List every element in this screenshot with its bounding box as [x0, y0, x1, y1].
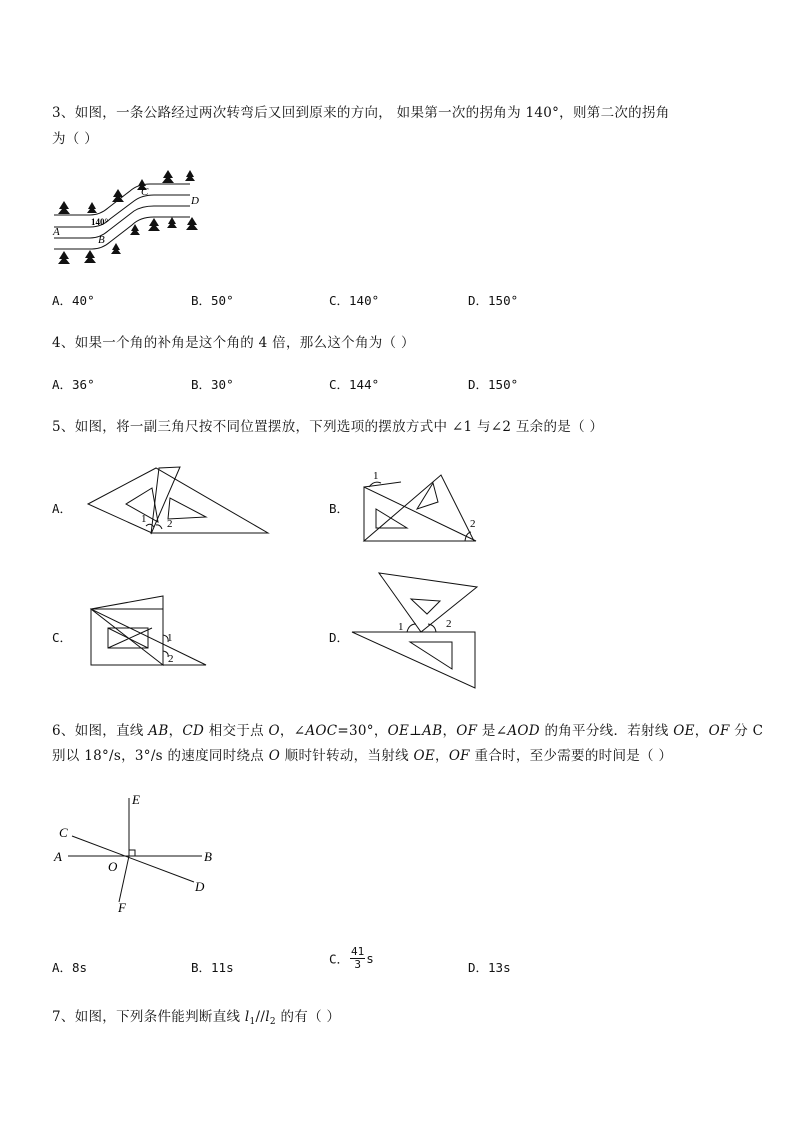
q3-stem-line2: 为（ ）	[52, 131, 98, 147]
q5-figure-d[interactable]	[352, 572, 480, 690]
q3-label-d: D	[191, 195, 199, 207]
q3-option-a[interactable]: A．40°	[52, 293, 95, 308]
q6-label-b: B	[204, 849, 212, 864]
q6-label-e: E	[132, 792, 140, 807]
q5-a-angle-2: 2	[167, 518, 173, 530]
q6-lines-figure	[52, 790, 222, 918]
q5-option-d[interactable]: D．	[329, 630, 350, 645]
q6-label-a: A	[54, 849, 62, 864]
q6-option-c-fraction: $\frac{41}{3}$	[351, 945, 365, 971]
q5-c-angle-2: 2	[168, 653, 174, 665]
q5-d-angle-1: 1	[398, 621, 404, 633]
q6-option-c[interactable]: C． $\frac{41}{3}$ s	[329, 945, 374, 971]
q7-stem: 7、如图，下列条件能判断直线 $l_1//l_2$ 的有（ ）	[52, 1009, 341, 1027]
q5-figure-b[interactable]	[363, 465, 481, 545]
q6-stem-line2: 别以 18°/s，3°/s 的速度同时绕点 O 顺时针转动，当射线 OE，OF 重合时，至少需要的时间是（ ）	[52, 748, 673, 764]
q5-stem: 5、如图，将一副三角尺按不同位置摆放，下列选项的摆放方式中 ∠1 与∠2 互余的是（ ）	[52, 419, 604, 435]
q6-label-o: O	[108, 859, 118, 874]
q4-option-c[interactable]: C．144°	[329, 377, 380, 392]
q5-b-angle-1: 1	[373, 470, 379, 482]
q6-option-a[interactable]: A．8s	[52, 960, 88, 975]
q5-option-a[interactable]: A．	[52, 501, 73, 516]
q6-option-b[interactable]: B．11s	[191, 960, 234, 975]
q3-road-figure	[50, 165, 210, 267]
q6-label-d: D	[195, 879, 205, 894]
q3-label-a: A	[53, 226, 60, 238]
q5-c-angle-1: 1	[167, 632, 173, 644]
q4-option-d[interactable]: D．150°	[468, 377, 519, 392]
q4-option-a[interactable]: A．36°	[52, 377, 95, 392]
q6-option-d[interactable]: D．13s	[468, 960, 511, 975]
q3-option-d[interactable]: D．150°	[468, 293, 519, 308]
q4-option-b[interactable]: B．30°	[191, 377, 234, 392]
q3-option-b[interactable]: B．50°	[191, 293, 234, 308]
q6-label-f: F	[118, 900, 126, 915]
q5-a-angle-1: 1	[141, 513, 147, 525]
q6-label-c: C	[59, 825, 68, 840]
q3-label-c: C	[141, 186, 149, 198]
q3-stem-line1: 3、如图，一条公路经过两次转弯后又回到原来的方向， 如果第一次的拐角为 140°，则第二次的拐角	[52, 105, 670, 121]
q5-b-angle-2: 2	[470, 518, 476, 530]
q3-angle-label: 140°	[91, 217, 109, 227]
q5-d-angle-2: 2	[446, 618, 452, 630]
q6-stem-line1: 6、如图，直线 AB，CD 相交于点 O，∠AOC=30°，OE⊥AB，OF 是∠AOD 的角平分线．若射线 OE，OF 分 C	[52, 723, 764, 739]
q4-stem: 4、如果一个角的补角是这个角的 4 倍，那么这个角为（ ）	[52, 335, 415, 351]
q5-option-c[interactable]: C．	[52, 630, 73, 645]
q3-label-b: B	[98, 234, 105, 246]
q3-option-c[interactable]: C．140°	[329, 293, 380, 308]
q5-option-b[interactable]: B．	[329, 501, 350, 516]
q5-figure-a[interactable]	[88, 466, 270, 536]
q5-figure-c[interactable]	[90, 596, 208, 668]
